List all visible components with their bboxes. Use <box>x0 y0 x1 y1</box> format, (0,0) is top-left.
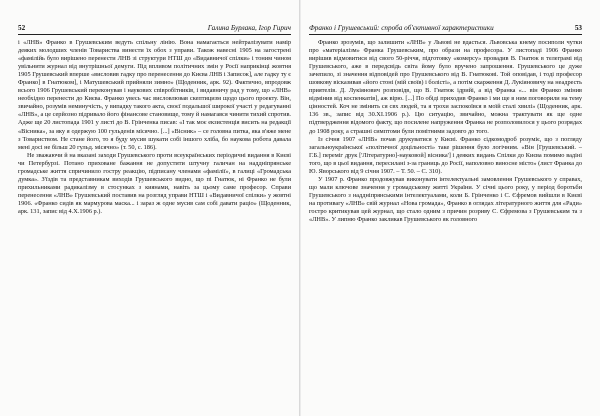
left-running-head <box>18 22 291 35</box>
right-page <box>309 22 582 412</box>
left-page <box>18 22 291 412</box>
left-page-number: 52 <box>18 24 26 32</box>
left-page-text <box>18 39 291 216</box>
right-running-head <box>309 22 582 35</box>
left-paragraph-2: Не зважаючи й на вказані заходи Грушевського проти всеукраїнських періодичні видання в Києві чи Петербурзі. Потано приховане бажання не допустити штучну галичан на наддніпрянське громадське життя спричинило гостру реакцію, підписану членами «фамілії», в галиці «Громадська думка». З'їздів та представникам виходів Грушевського видно, що пі Гнатюк, ні Франко не були прихильниками радикалізму в стосунках з киянами, навіть за цьому саме професор. Справи перенесення «ЛНВ» Грушевський поставив на розгляд управи НТШ і «Видавничої спілки» у жовтні 1906. «Франко сидів як мармурова маска... і зараз ж одне мусив сам собі давати раціо» (Щоденник, арк. 131, запис від 4.Х.1906 р.). <box>18 151 291 215</box>
left-paragraph-1: і «ЛНВ» Франко в Грушевським ведуть спільну лінію. Вона намагається нейтралізувати намір деяких молодших членів Товариства винести їх обох з управи. Також навесні 1905 на загострені «фамілійь було вирішено перенести ЛНВ зі структури НТШ до «Видавничої спілки» і тоним чином увільнити журнал від внутрішньої демуги. Під впливом політичних змін у Росії наприкінці жовтня 1905 Грушевський вперше «висловив гадку про перенесення до Києва ЛНВ і Записок], але гадку ту є Франко] в Гнатюком], і Матушевський прийняли зимно» (Щоденник, арк. 92). Фактично, впродовж всього 1906 Грушевський переконував і наукових співробітників, і видавничу рад у тому, що «ЛНВ» необхідно перенести до Києва. Франко увесь час висловлював скептицизм щодо цього проекту. Він, звичайно, розумів неминучість, у випадку такого акта, своєї подальшої широкої участі у редагуванні «ЛНВ», а це серйозно підривало його фінансове становище, тому й намагався чинити тихий спротив. Адже ще 20 листопада 1901 у листі до В. Грінченка писав: «І так моє екзистенція висить на редакції «Вісника», за яку я одержую 100 гульденів місячно. [...] «Вісник» – се головна питка, яка в'яже мене з Товариством. Не стане його, то я буду мусив шукати собі іншого хліба, бо наукова робота давала мені досі не більш 20 гульд. місячно» (т. 50, с. 186). <box>18 39 291 151</box>
right-paragraph-1: Франко зрозумів, що залишити «ЛНВ» у Львові не вдасться. Львовська кнему посиполи чутки про «матеріалізм» Франка Грушевським, про образи на професора. У листопаді 1906 Франко вирішив відмовитися від свого 50-річчя, підготовку «комерсу» провадив В. Гнатюк в телеграмі від Грушевського, аже в передсвідь світа йому було вручено запрошення. Грушевського це дуже зачепило, зі значення відповідей про Грушевського від В. Гнатюкові. Той оповідав, і тоді професор шовкову вісказивав «його стоні (мій своїв) і болісті», а потім скарження Д. Лукіяновичу на неадресть приятелів. Д. Лукіянович розповідв, що В. Гнатюк ідрийі, а від Франка «... він Франко змінив відмінив від коспенкатів], аж вірю. [...] По обіді приходив Франко і ми ще в ним поговорили на тему цінностей. Коч не змінить ся свх людей, та я трохи заспокоївся в моїй сталі хвилі» (Щоденник, арк. 136 зв., запис від 30.ХІ.1906 р.). Цю ситуацію, звичайно, можна трактувати як ще одне підтвердження відомого факту, що посилене напруження Франка не розполовилося у цього розрядах до 1908 року, а страшні симптоми були помітними задовго до того. <box>309 39 582 135</box>
right-paragraph-3: У 1907 р. Франко продовжував виконувати інтелектуальні замовлення Грушевського у справах, що мали ключове значення у громадському житті України. У січні цього року, у період боротьби Грушевського з наддніпрянськими інтелектуалами, коли Б. Грінченко і С. Єфремов вийшли в Києві на противагу «ЛНВ» свій журнал «Нова громада», Франко в оглядах літературного життя для «Ради» гостро критикував цей журнал, що стало одним з причин розриву С. Єфремова з Грушевським та з «ЛНВ». У липню Франко закликав Грушевського як головного <box>309 175 582 224</box>
left-running-title: Галина Бурлака, Ігор Гирич <box>207 24 291 32</box>
right-page-number: 53 <box>574 24 582 32</box>
right-page-text <box>309 39 582 224</box>
right-running-title: Франко і Грушевський: спроба об'єктивної характеристики <box>309 24 494 32</box>
book-gutter <box>299 0 301 416</box>
right-paragraph-2: Із січня 1907 «ЛНВ» почав друкуватися у Києві. Франко сідкомодроб розуміє, що з поглядy загальноукраїнської «політичної доцільності» таке рішення було логічним. «Він [Грушевський. – Г.Б.] переміг друк ['Літературно]-науковой] вісника'] і деяких видань Спілки до Києва помимо вадіні того, що в цьої видання, пересилані з-за границь до Росії, наполовно виносне місто» (лист Франка до Ю. Яворського від 9 січня 1907. – Т. 50. – С. 310). <box>309 135 582 175</box>
